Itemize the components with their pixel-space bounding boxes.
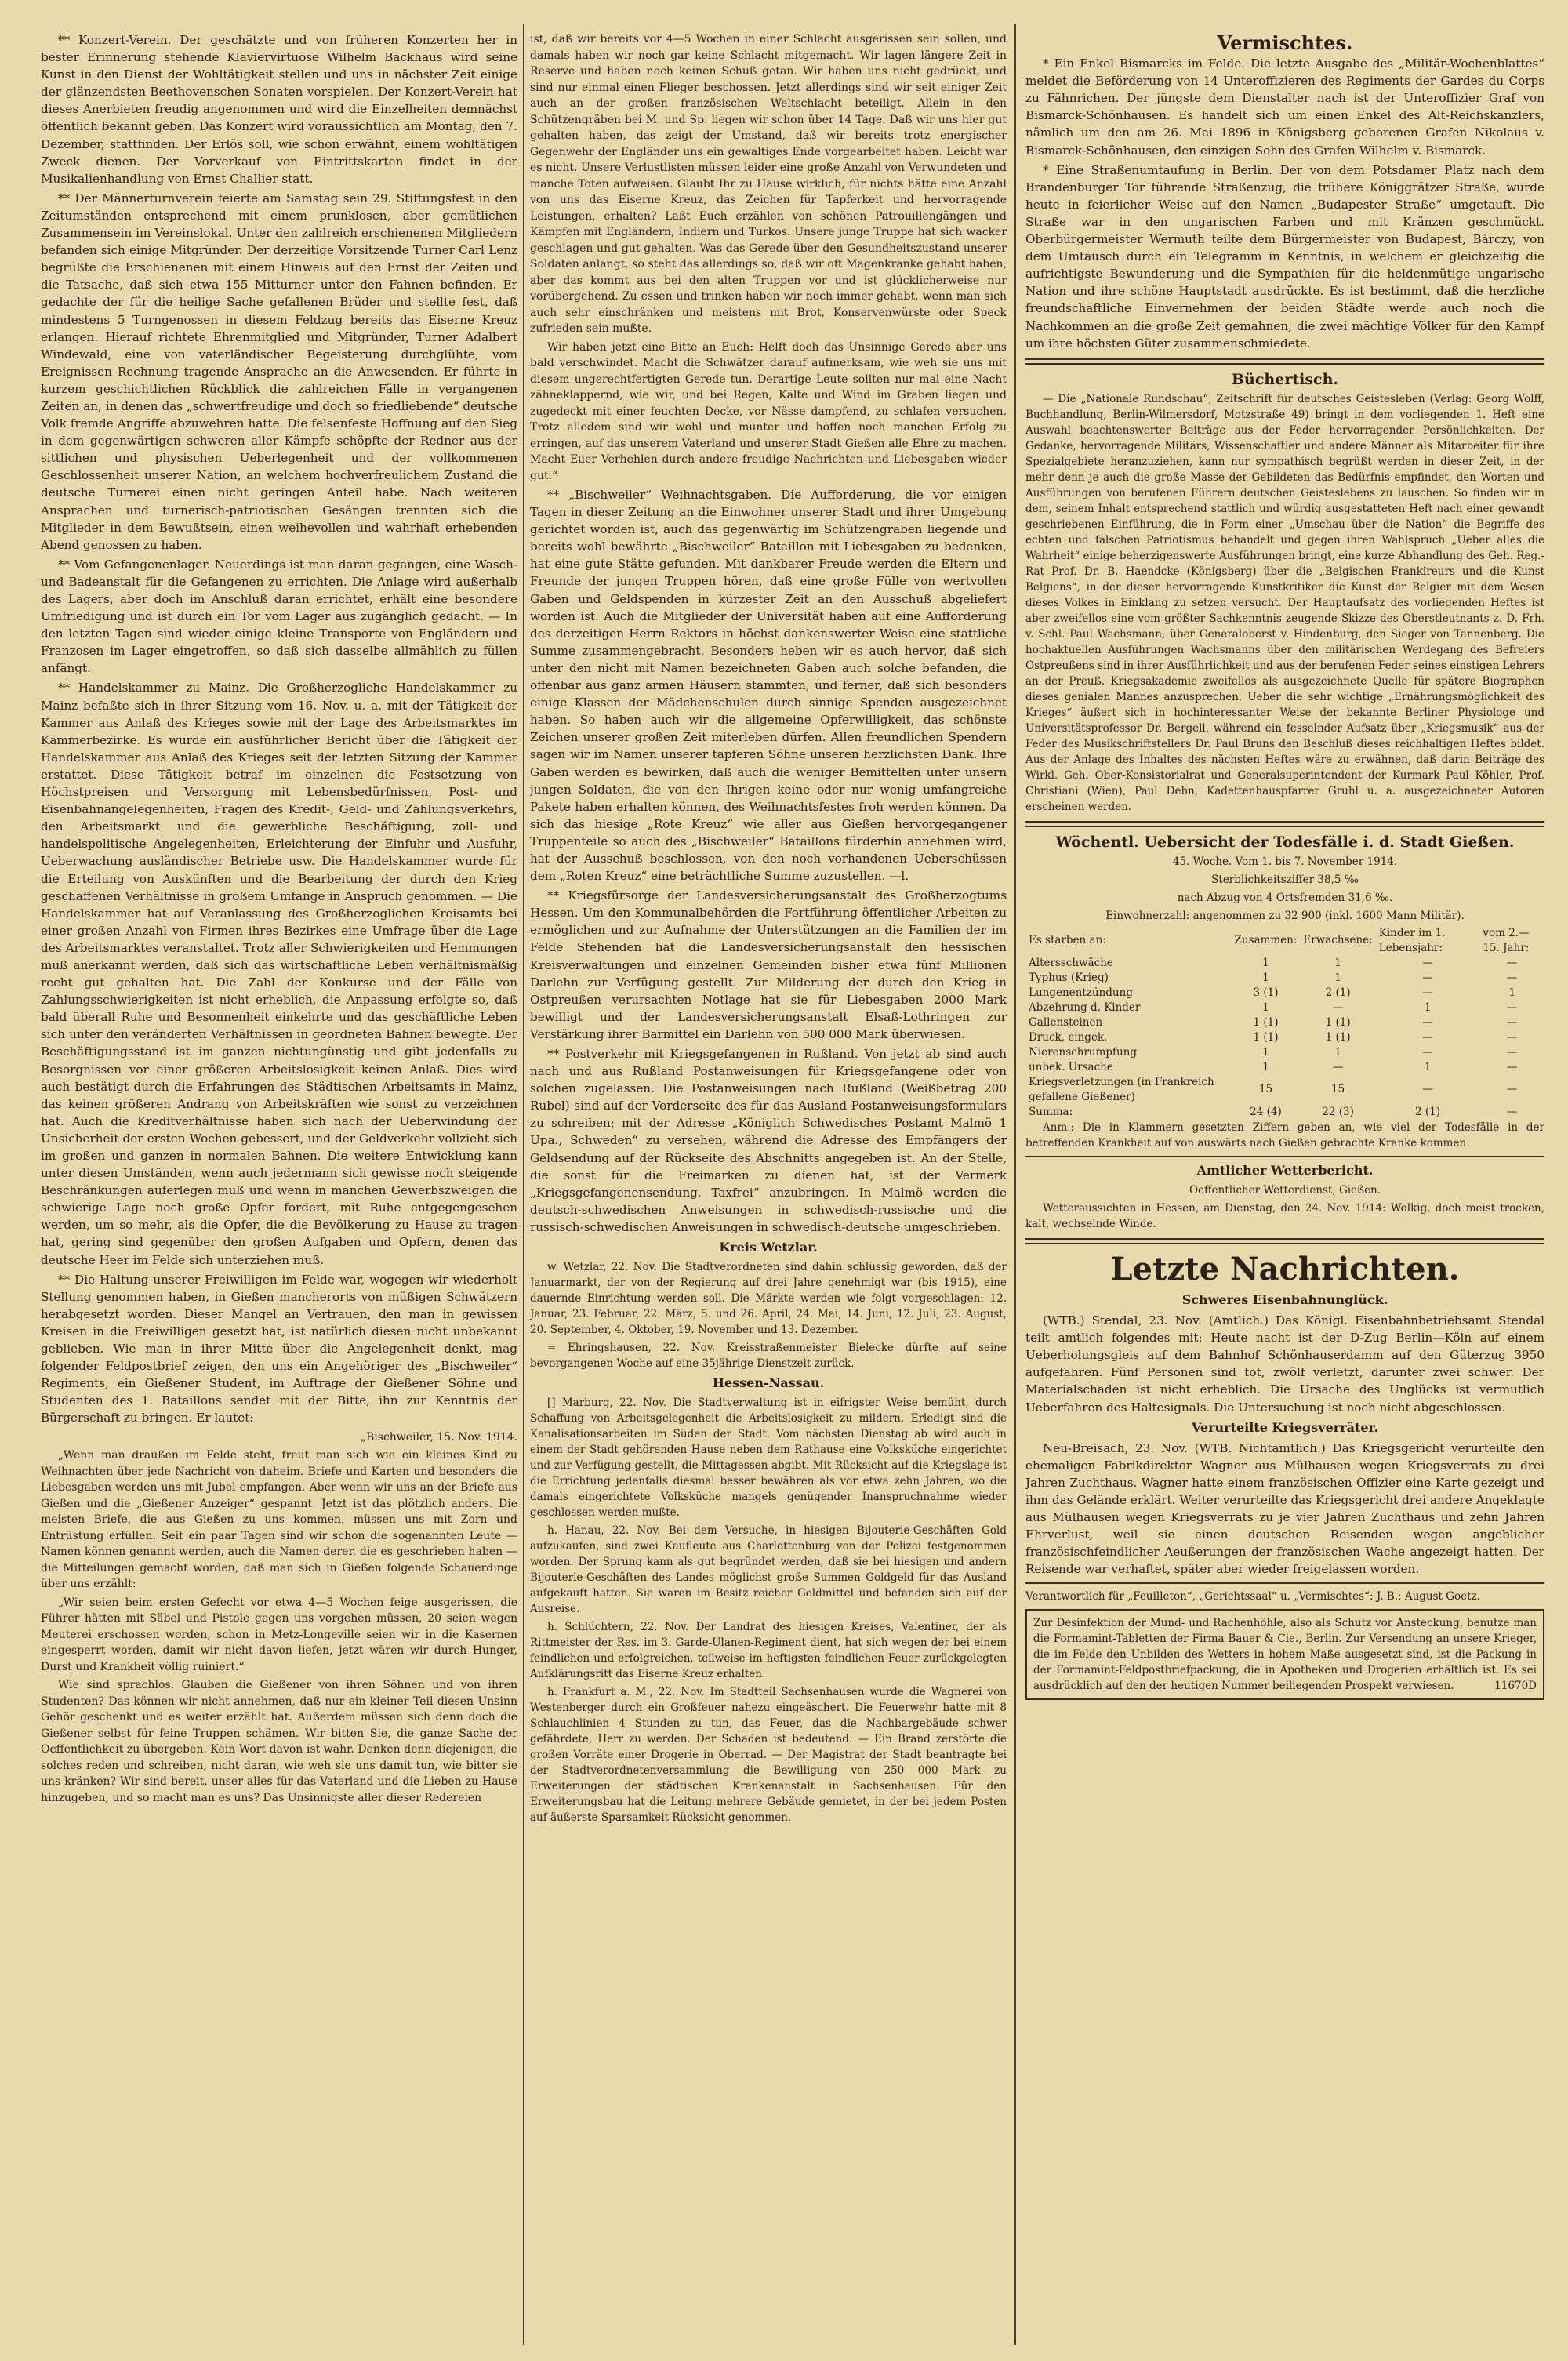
table-cell: 1 [1424, 1060, 1432, 1073]
table-cell: — [1422, 1030, 1433, 1044]
table-cell: — [1332, 1060, 1344, 1073]
letter-body: „Wenn man draußen im Felde steht, freut man sich wie ein kleines Kind zu Weihnachten über jede Nachricht von daheim. Briefe und Karten und besonders die Liebesgaben werden uns mit Jubel empfangen. Aber wenn wir uns an der Briefe aus Gießen und die „Gießener Anzeiger“ gespannt. Jetzt ist das plötzlich anders. Die meisten Briefe, die aus Gießen zu uns kommen, müssen uns mit Zorn und Entrüstung erfüllen. Seit ein paar Tagen sind wir schon die sogenannten Leute — Namen können genannt werden, auch die Namen derer, die es geschrieben haben — die Mitteilungen gemacht worden, daß man sich in Gießen folgende Schauerdinge über uns erzählt: [41, 1449, 517, 1590]
table-row [1025, 986, 1544, 1001]
weather-forecast: Wetteraussichten in Hessen, am Dienstag, den 24. Nov. 1914: Wolkig, doch meist trocken, kalt, wechselnde Winde. [1025, 1201, 1544, 1230]
table-row [1025, 1030, 1544, 1045]
table-cell: — [1506, 1060, 1518, 1073]
table-cell: 2 (1) [1325, 986, 1351, 999]
column-left [41, 31, 517, 2345]
table-header: Erwachsene: [1303, 934, 1373, 947]
article-schluechtern: h. Schlüchtern, 22. Nov. Der Landrat des hiesigen Kreises, Valentiner, der als Rittmeister der Res. im 3. Garde-Ulanen-Regiment dient, hat sich wegen der bei einem feindlichen und erfolgreichen, teilweise im heftigsten feindlichen Feuer zurückgelegten Aufklärungsritt das Eiserne Kreuz erhalten. [530, 1621, 1007, 1681]
table-cell: 1 [1262, 956, 1269, 969]
ad-text: Zur Desinfektion der Mund- und Rachenhöhle, also als Schutz vor Ansteckung, benutze man die Formamint-Tabletten der Firma Bauer & Cie., Berlin. Zur Versendung an unsere Krieger, die im Felde den Unbilden des Wetters in hohem Maße ausgesetzt sind, ist die Packung in der Formamint-Feldpostbriefpackung, die in Apotheken und Drogerien erhältlich ist. Es sei ausdrücklich auf den der heutigen Nummer beiliegenden Prospekt verwiesen. [1033, 1617, 1537, 1693]
letter-quote: „Wir seien beim ersten Gefecht vor etwa 4—5 Wochen feige ausgerissen, die Führer hätten mit Säbel und Pistole gegen uns vorgehen müssen, 20 seien wegen Meuterei erschossen worden, schon in Metz-Longeville seien wir in die Kasernen eingesperrt worden, damit wir nicht davon liefen, jetzt wären wir durch Hunger, Durst und Krankheit völlig ruiniert.“ [41, 1596, 517, 1673]
table-cell: 15 [1258, 1083, 1273, 1096]
table-cell: — [1506, 1045, 1518, 1059]
section-divider [1025, 821, 1544, 827]
table-cell: — [1506, 1083, 1518, 1096]
table-cell: — [1506, 1015, 1518, 1029]
table-cell: 1 [1334, 1045, 1341, 1059]
table-cell: Gallensteinen [1029, 1015, 1103, 1029]
table-cell: Lungenentzündung [1029, 986, 1133, 999]
stats-mortality: Sterblichkeitsziffer 38,5 ‰ [1211, 873, 1359, 886]
table-cell: 24 (4) [1250, 1105, 1282, 1118]
article-hanau: h. Hanau, 22. Nov. Bei dem Versuche, in hiesigen Bijouterie-Geschäften Gold aufzukaufen, sind zwei Kaufleute aus Charlottenburg von der Polizei festgenommen worden. Der Sprung kann als gut begründet werden, daß sie bei hiesigen und andern Bijouterie-Geschäften des Landes möglichst große Summen Goldgeld für das Ausland aufgekauft hatten. Sie waren im Besitz reicher Geldmittel und befanden sich auf der Ausreise. [530, 1524, 1007, 1616]
stats-population: Einwohnerzahl: angenommen zu 32 900 (inkl. 1600 Mann Militär). [1105, 909, 1465, 922]
weather-heading: Amtlicher Wetterbericht. [1196, 1162, 1374, 1178]
article-nationale-rundschau: — Die „Nationale Rundschau“, Zeitschrift für deutsches Geistesleben (Verlag: Georg Wolff, Buchhandlung, Berlin-Wilmersdorf, Motzstraße 49) bringt in dem vorliegenden 1. Heft eine Auswahl beachtenswerter Beiträge aus der Feder hervorragender Persönlichkeiten. Der Gedanke, hervorragende Militärs, Wissenschaftler und andere Männer als Mitarbeiter für ihre Spezialgebiete heranzuziehen, kann nur sympathisch begrüßt werden in dieser Zeit, in der mehr denn je auch die große Masse der Gebildeten das Bedürfnis empfindet, den Worten und Ausführungen von berufenen Führern deutschen Geisteslebens zu lauschen. So finden wir in dem, seinem Inhalt entsprechend stattlich und würdig ausgestatteten Heft nach einer gewandt geschriebenen Einführung, die in Form einer „Umschau über die Nation“ die Begriffe des echten und falschen Patriotismus behandelt und gegen ihren Wahlspruch „Ueber alles die Wahrheit“ einige beherzigenswerte Ausführungen bringt, eine kurze Abhandlung des Geh. Reg.-Rat Prof. Dr. B. Haendcke (Königsberg) über die „Belgischen Frankireurs und die Kunst Belgiens“, in der dieser hervorragende Kunstkritiker die Kunst der Belgier mit dem Wesen dieses Volkes in Einklang zu setzen versucht. Der Hauptaufsatz des vorliegenden Heftes ist aber zweifellos eine vom größter Sachkenntnis zeugende Skizze des Oberstleutnants z. D. Frh. v. Schl. Paul Wachsmann, über Generaloberst v. Hindenburg, den Sieger von Tannenberg. Die hochaktuellen Ausführungen Wachsmanns über den militärischen Werdegang des Befreiers Ostpreußens sind in ihrer Ausführlichkeit und aus der berufenen Feder seines einstigen Lehrers an der Preuß. Kriegsakademie zweifellos als ausgezeichnete Quelle für spätere Biographen dieses genialen Mannes anzusprechen. Ueber die sehr wichtige „Ernährungsmöglichkeit des Krieges“ äußert sich in hochinteressanter Weise der bekannte Berliner Physiologe und Universitätsprofessor Dr. Bergell, während ein fesselnder Aufsatz über „Kriegsmusik“ aus der Feder des Musikschriftstellers Dr. Paul Bruns den Beschluß dieses reichhaltigen Heftes bildet. Aus der Anlage des Inhaltes des nächsten Heftes wäre zu erwähnen, daß darin Beiträge des Wirkl. Geh. Ober-Konsistorialrat und Generalsuperintendent der Kurmark Paul Köhler, Prof. Christiani (Wien), Paul Dehn, Kadettenhauspfarrer Gruhl u. a. ausgezeichneter Autoren erscheinen werden. [1025, 392, 1544, 813]
letter-continued-2: ist, daß wir bereits vor 4—5 Wochen in einer Schlacht ausgerissen sein sollen, und damals haben wir noch gar keine Schlacht mitgemacht. Wir lagen längere Zeit in Reserve und haben noch keinen Schuß getan. Wir haben uns nicht gedrückt, und sind nur einmal einen Flieger beschossen. Jetzt allerdings sind wir seit einiger Zeit auch an der großen französischen Weltschlacht beteiligt. Allein in den Schützengräben bei M. und Sp. liegen wir schon über 14 Tage. Daß wir uns hier gut gehalten haben, das zeigt der Umstand, daß wir bereits trotz energischer Gegenwehr der Engländer uns ein gewaltiges Ende vorgearbeitet haben. Leicht war es nicht. Unsere Verlustlisten müssen leider eine große Anzahl von Verwundeten und manche Toten aufweisen. Glaubt Ihr zu Hause wirklich, für nichts hätte eine Anzahl von uns das Eiserne Kreuz, das Zeichen für Tapferkeit und hervorragende Leistungen, erhalten? Laßt Euch erzählen von schönen Patrouillengängen und Kämpfen mit Engländern, Indiern und Turkos. Unsere junge Truppe hat sich wacker geschlagen und gut gehalten. Was das Gerede über den Gesundheitszustand unserer Soldaten anlangt, so steht das allerdings so, daß wir oft Magenkranke gehabt haben, aber das kommt aus bei den alten Truppen vor und ist glücklicherweise nur vorübergehend. Zu essen und trinken haben wir noch immer gehabt, wenn man sich auch sehr einschränken und meistens mit Brot, Konservenwürste oder Speck zufrieden sein mußte. [530, 33, 1007, 335]
table-cell: 3 (1) [1253, 986, 1279, 999]
article-bismarck-enkel: * Ein Enkel Bismarcks im Felde. Die letzte Ausgabe des „Militär-Wochenblattes“ meldet die Beförderung von 14 Unteroffizieren des Regiments der Gardes du Corps zu Fähnrichen. Der jüngste dem Dienstalter nach ist der Unteroffizier Graf von Bismarck-Schönhausen. Es handelt sich um einen Enkel des Alt-Reichskanzlers, nämlich um den am 26. Mai 1896 in Königsberg geborenen Grafen Nikolaus v. Bismarck-Schönhausen, den einzigen Sohn des Grafen Wilhelm v. Bismarck. [1025, 56, 1544, 158]
article-maennerturnverein: ** Der Männerturnverein feierte am Samstag sein 29. Stiftungsfest in den Zeitumständen entsprechend mit einem prunklosen, aber gemütlichen Zusammensein im Vereinslokal. Unter den zahlreich erschienenen Mitgliedern befanden sich einige Mitgründer. Der derzeitige Vorsitzende Turner Carl Lenz begrüßte die Erschienenen mit einem Hinweis auf den Ernst der Zeiten und die Tatsache, daß sich etwa 155 Mitturner unter den Fahnen befinden. Er gedachte der für die heilige Sache gefallenen Brüder und stellte fest, daß mindestens 5 Turngenossen in diesem Feldzug bereits das Eiserne Kreuz erlangen. Hierauf richtete Ehrenmitglied und Mitgründer, Turner Adalbert Windewald, eine von vaterländischer Begeisterung durchglühte, vom Ereignissen Rechnung tragende Ansprache an die Anwesenden. Er führte in kurzem geschichtlichen Rückblick die zahlreichen Fälle in vergangenen Zeiten an, in denen das „schwertfreudige und doch so friedliebende“ deutsche Volk fremde Angriffe abzuwehren hatte. Die felsenfeste Hoffnung auf den Sieg in dem gegenwärtigen schweren aller Kämpfe schöpfte der Redner aus der sittlichen und physischen Ueberlegenheit und der vollkommenen Geschlossenheit unserer Nation, an welchem hochverfreulichem Zustand die deutsche Turnerei einen nicht geringen Anteil habe. Nach weiteren Ansprachen und turnerisch-patriotischen Gesängen trennten sich die Mitglieder in dem Bewußtsein, einen weihevollen und wahrhaft erhebenden Abend genossen zu haben. [41, 191, 517, 552]
table-row [1025, 1075, 1544, 1105]
table-cell: — [1422, 1015, 1433, 1029]
advertisement-formamint [1025, 1609, 1544, 1700]
article-bischweiler: ** „Bischweiler“ Weihnachtsgaben. Die Aufforderung, die vor einigen Tagen in dieser Zeitung an die Einwohner unserer Stadt und ihrer Umgebung gerichtet worden ist, auch das gegenwärtig im Schützengraben liegende und bereits wohl bewährte „Bischweiler“ Bataillon mit Liebesgaben zu bedenken, hat eine gute Stätte gefunden. Mit dankbarer Freude werden die Eltern und Freunde der jungen Truppen hören, daß eine große Fülle von wertvollen Gaben und Geldspenden in kürzester Zeit an den Ausschuß abgeliefert worden ist. Auch die Mitglieder der Universität haben auf eine Aufforderung des derzeitigen Herrn Rektors in höchst dankenswerter Weise eine stattliche Summe zusammengebracht. Besonders heben wir es auch hervor, daß sich unter den nicht mit Namen bezeichneten Gaben auch solche befanden, die offenbar aus ganz armen Häusern stammten, und ferner, daß sich besonders einige Klassen der Mädchenschulen durch sinnige Spenden ausgezeichnet haben. So haben auch wir die allgemeine Opferwilligkeit, das schönste Zeichen unserer großen Zeit miterleben dürfen. Allen freundlichen Spendern sagen wir im Namen unserer tapferen Söhne unseren herzlichsten Dank. Ihre Gaben werden es bewirken, daß auch die weniger Bemittelten unter unsern jungen Soldaten, die von den Ihrigen keine oder nur wenig umfangreiche Pakete haben erhalten können, des Weihnachtsfestes froh werden können. Da sich das hiesige „Rote Kreuz“ wie aller aus Gießen hervorgegangener Truppenteile so auch des „Bischweiler“ Bataillons fürderhin annehmen wird, hat der Ausschuß beschlossen, von den noch vorhandenen Ueberschüssen dem „Roten Kreuz“ eine beträchtliche Summe zuzustellen. —l. [530, 488, 1007, 884]
table-header: vom 2.—15. Jahr: [1483, 926, 1530, 954]
article-stendal: (WTB.) Stendal, 23. Nov. (Amtlich.) Das Königl. Eisenbahnbetriebsamt Stendal teilt amtlich folgendes mit: Heute nacht ist der D-Zug Berlin—Köln auf einem Ueberholungsgleis auf dem Bahnhof Schönhauserdamm auf den Güterzug 3950 aufgefahren. Fünf Personen sind tot, zwölf verletzt, darunter zwei schwer. Der Materialschaden ist nicht erheblich. Die Ursache des Unglücks ist vermutlich Ueberfahren des Haltesignals. Die Untersuchung ist noch nicht abgeschlossen. [1025, 1313, 1544, 1415]
table-cell: 1 [1262, 971, 1269, 984]
table-cell: 1 (1) [1253, 1030, 1279, 1044]
table-cell: Druck, eingek. [1029, 1030, 1108, 1044]
table-cell: Abzehrung d. Kinder [1029, 1001, 1141, 1014]
table-row [1025, 1015, 1544, 1030]
mortality-table [1025, 926, 1544, 1120]
responsible-editor: Verantwortlich für „Feuilleton“, „Gerichtssaal“ u. „Vermischtes“: J. B.: August Goetz. [1025, 1590, 1480, 1604]
stats-note: Anm.: Die in Klammern gesetzten Ziffern geben an, wie viel der Todesfälle in der betreffenden Krankheit auf von auswärts nach Gießen gebrachte Kranke kommen. [1025, 1121, 1544, 1150]
table-cell: — [1422, 956, 1433, 969]
table-cell: 22 (3) [1322, 1105, 1354, 1118]
table-cell: 1 [1424, 1001, 1432, 1014]
table-row [1025, 1045, 1544, 1060]
table-cell: 1 [1508, 986, 1515, 999]
article-handelskammer: ** Handelskammer zu Mainz. Die Großherzogliche Handelskammer zu Mainz befaßte sich in ihrer Sitzung vom 16. Nov. u. a. mit der Tätigkeit der Kammer aus Anlaß des Krieges sowie mit der Lage des Arbeitsmarktes im Kammerbezirke. Es wurde ein ausführlicher Bericht über die Tätigkeit der Handelskammer aus Anlaß des Krieges seit der letzten Sitzung der Kammer erstattet. Diese Tätigkeit betraf im einzelnen die Festsetzung von Höchstpreisen und Versorgung mit Lebensbedürfnissen, Post- und Eisenbahnangelegenheiten, Fragen des Kredit-, Geld- und Zahlungsverkehrs, den Arbeitsmarkt und die gewerbliche Beschäftigung, zoll- und handelspolitische Angelegenheiten, Erleichterung der Einfuhr und Ausfuhr, Ueberwachung ausländischer Betriebe usw. Die Handelskammer wurde für die Erteilung von Auskünften und die Bearbeitung der durch den Krieg geschaffenen Verhältnisse in großem Umfange in Anspruch genommen. — Die Handelskammer hat auf Veranlassung des Großherzoglichen Kreisamts bei einer großen Anzahl von Firmen ihres Bezirkes eine Umfrage über die Lage des Arbeitsmarktes veranstaltet. Trotz aller Schwierigkeiten und Hemmungen muß anerkannt werden, daß sich das wirtschaftliche Leben verhältnismäßig recht gut gehalten hat. Die Zahl der Konkurse und der Fälle von Zahlungsschwierigkeiten ist nicht erheblich, die Anpassung erfolgte so, daß bald überall Ruhe und Besonnenheit einkehrte und das geschäftliche Leben sich unter den veränderten Verhältnissen in geordneten Bahnen bewegte. Der Beschäftigungsstand ist im ganzen nichtungünstig und gibt jedenfalls zu Besorgnissen vor einer größeren Arbeitslosigkeit keinen Anlaß. Dies wird auch bestätigt durch die Erfahrungen des Städtischen Arbeitsamts in Mainz, das keinen größeren Andrang von Arbeitskräften wie sonst zu verzeichnen hat. Auch die Kreditverhältnisse haben sich nach der Ueberwindung der Unsicherheit der ersten Wochen gebessert, und der Geldverkehr vollzieht sich im großen und ganzen in normalen Bahnen. Die weitere Entwicklung kann unter diesen Umständen, wenn auch jedermann sich gewisse noch steigende Beschränkungen auferlegen muß und wenn in manchen Gewerbszweigen die schwierige Lage noch große Opfer fordert, mit Ruhe entgegengesehen werden, um so mehr, als die Opfer, die die Bevölkerung zu Hause zu tragen hat, gering sind gegenüber den großen Aufgaben und Opfern, denen das deutsche Heer im Felde sich unterziehen muß. [41, 681, 517, 1267]
table-cell: — [1506, 1030, 1518, 1044]
article-gefangenenlager: ** Vom Gefangenenlager. Neuerdings ist man daran gegangen, eine Wasch- und Badeanstalt für die Gefangenen zu errichten. Die Anlage wird außerhalb des Lagers, aber doch im Anschluß daran errichtet, erhält eine besondere Umfriedigung und ist durch ein Tor vom Lager aus zugänglich gedacht. — In den letzten Tagen sind wieder einige kleine Transporte von Engländern und Franzosen im Lager eingetroffen, so daß sich dasselbe allmählich zu füllen anfängt. [41, 557, 517, 676]
table-cell: — [1506, 1105, 1518, 1118]
stats-heading: Wöchentl. Uebersicht der Todesfälle i. d. Stadt Gießen. [1055, 833, 1515, 851]
column-rule [523, 24, 524, 2345]
article-strassenumtaufung: * Eine Straßenumtaufung in Berlin. Der von dem Potsdamer Platz nach dem Brandenburger Tor führende Straßenzug, die frühere Königgrätzer Straße, wurde heute in feierlicher Weise auf den Namen „Budapester Straße“ umgetauft. Die Straße war in den ungarischen Farben und mit Kränzen geschmückt. Oberbürgermeister Wermuth teilte dem Bürgermeister von Budapest, Bárczy, von dem Umtausch durch ein Telegramm in Kenntnis, in welchem er gleichzeitig die aufrichtigste Bewunderung und die Sympathien für die heldenmütige ungarische Nation und ihre schöne Hauptstadt ausdrückte. Es ist bestimmt, daß die herzliche freundschaftliche Einvernehmen der beiden Städte werde auch noch die Nachkommen an die große Zeit gemahnen, die zwei mächtige Völker für den Kampf um ihre höchsten Güter zusammenschmiedete. [1025, 162, 1544, 351]
stats-mortality-adjusted: nach Abzug von 4 Ortsfremden 31,6 ‰. [1177, 891, 1393, 904]
table-cell: — [1506, 1001, 1518, 1014]
table-row [1025, 1001, 1544, 1015]
section-divider [1025, 1156, 1544, 1157]
table-cell: 1 [1262, 1045, 1269, 1059]
subheading-kriegsverraeter: Verurteilte Kriegsverräter. [1191, 1419, 1379, 1435]
stats-week: 45. Woche. Vom 1. bis 7. November 1914. [1172, 855, 1398, 868]
article-kriegsfuersorge: ** Kriegsfürsorge der Landesversicherungsanstalt des Großherzogtums Hessen. Um den Kommunalbehörden die Fortführung öffentlicher Arbeiten zu ermöglichen und zur Aufnahme der Unterstützungen an die Familien der im Felde Stehenden hat die Landesversicherungsanstalt den hessischen Kreisverwaltungen und einzelnen Gemeinden bisher etwa fünf Millionen Darlehn zur Verfügung gestellt. Zur Milderung der durch den Krieg in Ostpreußen verursachten Notlage hat sie für Liebesgaben 2000 Mark bewilligt und der Landesversicherungsanstalt Elsaß-Lothringen zur Verstärkung ihrer Barmittel ein Darlehn von 500 000 Mark überwiesen. [530, 888, 1007, 1041]
article-postverkehr: ** Postverkehr mit Kriegsgefangenen in Rußland. Von jetzt ab sind auch nach und aus Rußland Postanweisungen für Kriegsgefangene oder von solchen zugelassen. Die Postanweisungen nach Rußland (Weißbetrag 200 Rubel) sind auf der Vorderseite des für das Ausland Postanweisungsformulars zu schreiben; mit der Adresse „Königlich Schwedisches Postamt Malmö 1 Upa., Schweden“ zu versehen, während die Adresse des Empfängers der Geldsendung auf der Rückseite des Abschnitts angegeben ist. An der Stelle, die sonst für die Freimarken zu dienen hat, ist der Vermerk „Kriegsgefangenensendung. Taxfrei“ anzubringen. In Malmö werden die deutsch-schwedischen Anweisungen in schwedisch-russische und die russisch-schwedischen Anweisungen in schwedisch-deutsche umgeschrieben. [530, 1047, 1007, 1234]
table-cell: — [1506, 956, 1518, 969]
section-heading-hessen-nassau: Hessen-Nassau. [712, 1375, 825, 1391]
section-heading-letzte-nachrichten: Letzte Nachrichten. [1110, 1250, 1460, 1288]
table-cell: 1 [1262, 1060, 1269, 1073]
letter-closing: Wir haben jetzt eine Bitte an Euch: Helft doch das Unsinnige Gerede aber uns bald verschwindet. Macht die Schwätzer darauf aufmerksam, wie weh sie uns mit diesem ungerechtfertigten Gerede tun. Derartige Leute sollten nur mal eine Nacht zähneklappernd, wie wir, und bei Regen, Kälte und Wind im Graben liegen und zugedeckt mit einer feuchten Decke, vor Nässe dampfend, zu schlafen versuchen. Trotz alledem sind wir wohl und munter und hoffen noch manchen Erfolg zu erringen, auf das unserem Vaterland und unserer Stadt Gießen alle Ehre zu machen. Macht Euer Verhehlen durch andere freudige Nachrichten und Liebesgaben wieder gut.“ [530, 340, 1007, 482]
article-neu-breisach: Neu-Breisach, 23. Nov. (WTB. Nichtamtlich.) Das Kriegsgericht verurteilte den ehemaligen Fabrikdirektor Wagner aus Mülhausen wegen Kriegsverrats zu drei Jahren Zuchthaus. Wagner hatte einem französischen Offizier eine Karte gezeigt und ihm das Gelände erklärt. Weiter verurteilte das Kriegsgericht drei andere Angeklagte aus Mülhausen wegen Kriegsverrats zu je vier Jahren Zuchthaus und zehn Jahren Ehrverlust, weil sie einen deutschen Reisenden wegen angeblicher französischfeindlicher Aeußerungen der französischen Wache angezeigt hatten. Der Reisende war verhaftet, später aber wieder freigelassen worden. [1025, 1440, 1544, 1577]
section-heading-buechertisch: Büchertisch. [1231, 370, 1339, 388]
table-header-row [1025, 926, 1544, 956]
table-cell: Altersschwäche [1029, 956, 1113, 969]
table-cell: — [1332, 1001, 1344, 1014]
article-ehringshausen: = Ehringshausen, 22. Nov. Kreisstraßenmeister Bielecke dürfte auf seine bevorgangenen Woche auf eine 35jährige Dienstzeit zurück. [530, 1342, 1007, 1371]
subheading-eisenbahnunglueck: Schweres Eisenbahnunglück. [1181, 1291, 1388, 1307]
ad-number: 11670D [1494, 1680, 1537, 1693]
table-sum-row [1025, 1105, 1544, 1120]
table-cell: — [1422, 971, 1433, 984]
table-row [1025, 1060, 1544, 1075]
section-divider [1025, 358, 1544, 365]
letter-dateline: „Bischweiler, 15. Nov. 1914. [360, 1430, 517, 1444]
table-cell: 15 [1330, 1083, 1345, 1096]
table-cell: Nierenschrumpfung [1029, 1045, 1138, 1059]
table-cell: 1 [1334, 971, 1341, 984]
table-row [1025, 971, 1544, 986]
letter-continued: Wie sind sprachlos. Glauben die Gießener von ihren Söhnen und von ihren Studenten? Das können wir nicht annehmen, daß nur ein kleiner Teil diesen Unsinn Gehör geschenkt und es weiter erzählt hat. Außerdem müssen sich denn doch die Gießener selbst für feine Truppen schämen. Wir bitten Sie, die ganze Sache der Oeffentlichkeit zu übergeben. Kein Wort davon ist wahr. Denken denn diejenigen, die solches reden und schreiben, nicht daran, wie weh sie uns damit tun, wie bitter sie uns kränken? Wir sind bereit, unser alles für das Vaterland und die Lieben zu Hause hinzugeben, und so macht man es uns? Das Unsinnigste aller dieser Redereien [41, 1679, 517, 1804]
table-cell: — [1422, 1045, 1433, 1059]
article-konzertverein: ** Konzert-Verein. Der geschätzte und von früheren Konzerten her in bester Erinnerung stehende Klaviervirtuose Wilhelm Backhaus wird seine Kunst in den Dienst der Wohltätigkeit stellen und uns in nächster Zeit einige der glänzendsten Beethovenschen Sonaten vorspielen. Der Konzert-Verein hat dieses Anerbieten freudig angenommen und wird die Einzelheiten demnächst öffentlich bekannt geben. Das Konzert wird voraussichtlich am Montag, den 7. Dezember, stattfinden. Der Erlös soll, wie schon erwähnt, einem wohltätigen Zweck dienen. Der Vorverkauf von Eintrittskarten findet in der Musikalienhandlung von Ernst Challier statt. [41, 33, 517, 186]
weather-service: Oeffentlicher Wetterdienst, Gießen. [1189, 1183, 1381, 1197]
table-header: Es starben an: [1029, 934, 1106, 947]
table-cell: 2 (1) [1415, 1105, 1441, 1118]
article-wetzlar: w. Wetzlar, 22. Nov. Die Stadtverordneten sind dahin schlüssig geworden, daß der Januarmarkt, der von der Regierung auf drei Jahre genehmigt war (bis 1915), eine dauernde Einrichtung werden soll. Die Märkte werden wie folgt vorgeschlagen: 12. Januar, 23. Februar, 22. März, 5. und 26. April, 24. Mai, 14. Juni, 12. Juli, 23. August, 20. September, 4. Oktober, 19. November und 13. Dezember. [530, 1261, 1007, 1337]
section-divider [1025, 1582, 1544, 1584]
table-cell: 1 [1262, 1001, 1269, 1014]
table-cell: Kriegsverletzungen (in Frankreich gefallene Gießener) [1029, 1075, 1214, 1103]
column-right [1025, 31, 1544, 2345]
article-marburg: [] Marburg, 22. Nov. Die Stadtverwaltung ist in eifrigster Weise bemüht, durch Schaffung von Arbeitsgelegenheit die Arbeitslosigkeit zu mildern. Erledigt sind die Kanalisationsarbeiten im Süden der Stadt. Vom nächsten Dienstag ab wird auch in einem der Stadt gehörenden Hause neben dem Rathause eine Volksküche eingerichtet und zur Verfügung gestellt, die Mittagessen abgibt. Mit Rücksicht auf die Kriegslage ist die Errichtung jedenfalls diesmal besser bewähren als vor etwa zehn Jahren, wo die damals eingerichtete Volksküche mangels genügender Inanspruchnahme wieder geschlossen werden mußte. [530, 1397, 1007, 1520]
table-header: Kinder im 1. Lebensjahr: [1378, 926, 1446, 954]
table-cell: — [1422, 1083, 1433, 1096]
table-cell: Summa: [1029, 1105, 1073, 1118]
table-row [1025, 956, 1544, 971]
table-cell: 1 [1334, 956, 1341, 969]
column-middle [530, 31, 1007, 2345]
section-heading-vermischtes: Vermischtes. [1217, 31, 1353, 54]
table-cell: 1 (1) [1325, 1030, 1351, 1044]
section-divider [1025, 1238, 1544, 1244]
table-cell: — [1506, 971, 1518, 984]
table-cell: — [1422, 986, 1433, 999]
article-freiwillige: ** Die Haltung unserer Freiwilligen im Felde war, wogegen wir wiederholt Stellung genommen haben, in Gießen mancherorts von müßigen Schwätzern herabgesetzt worden. Dieser Mangel an Vertrauen, den man in gewissen Kreisen in die Freiwilligen gesetzt hat, ist natürlich diesen nicht unbekannt geblieben. Wie man in ihrer Mitte über die Angelegenheit denkt, mag folgender Feldpostbrief zeigen, den uns ein Angehöriger des „Bischweiler“ Regiments, ein Gießener Student, im Auftrage der Gießener Söhne und Studenten des 1. Bataillons sendet mit der Bitte, ihn zur Kenntnis der Bürgerschaft zu bringen. Er lautet: [41, 1272, 517, 1426]
table-cell: 1 (1) [1325, 1015, 1351, 1029]
table-cell: unbek. Ursache [1029, 1060, 1113, 1073]
column-rule [1014, 24, 1016, 2345]
table-header: Zusammen: [1234, 934, 1298, 947]
section-heading-wetzlar: Kreis Wetzlar. [719, 1240, 818, 1255]
article-frankfurt: h. Frankfurt a. M., 22. Nov. Im Stadtteil Sachsenhausen wurde die Wagnerei von Westenberger durch ein Großfeuer nahezu eingeäschert. Die Feuerwehr hatte mit 8 Schlauchlinien 4 Stunden zu tun, das Feuer, das die Nachbargebäude schwer gefährdete, Herr zu werden. Der Schaden ist bedeutend. — Ein Brand zerstörte die großen Vorräte einer Drogerie in Oberrad. — Der Magistrat der Stadt beantragte bei der Stadtverordnetenversammlung die Bewilligung von 250 000 Mark zu Erweiterungen der städtischen Krankenanstalt in Sachsenhausen. Für den Erweiterungsbau hat die Leitung mehrere Gebäude gemietet, in der bei jedem Posten auf äußerste Sparsamkeit Rücksicht genommen. [530, 1686, 1007, 1825]
table-cell: Typhus (Krieg) [1029, 971, 1109, 984]
table-cell: 1 (1) [1253, 1015, 1279, 1029]
